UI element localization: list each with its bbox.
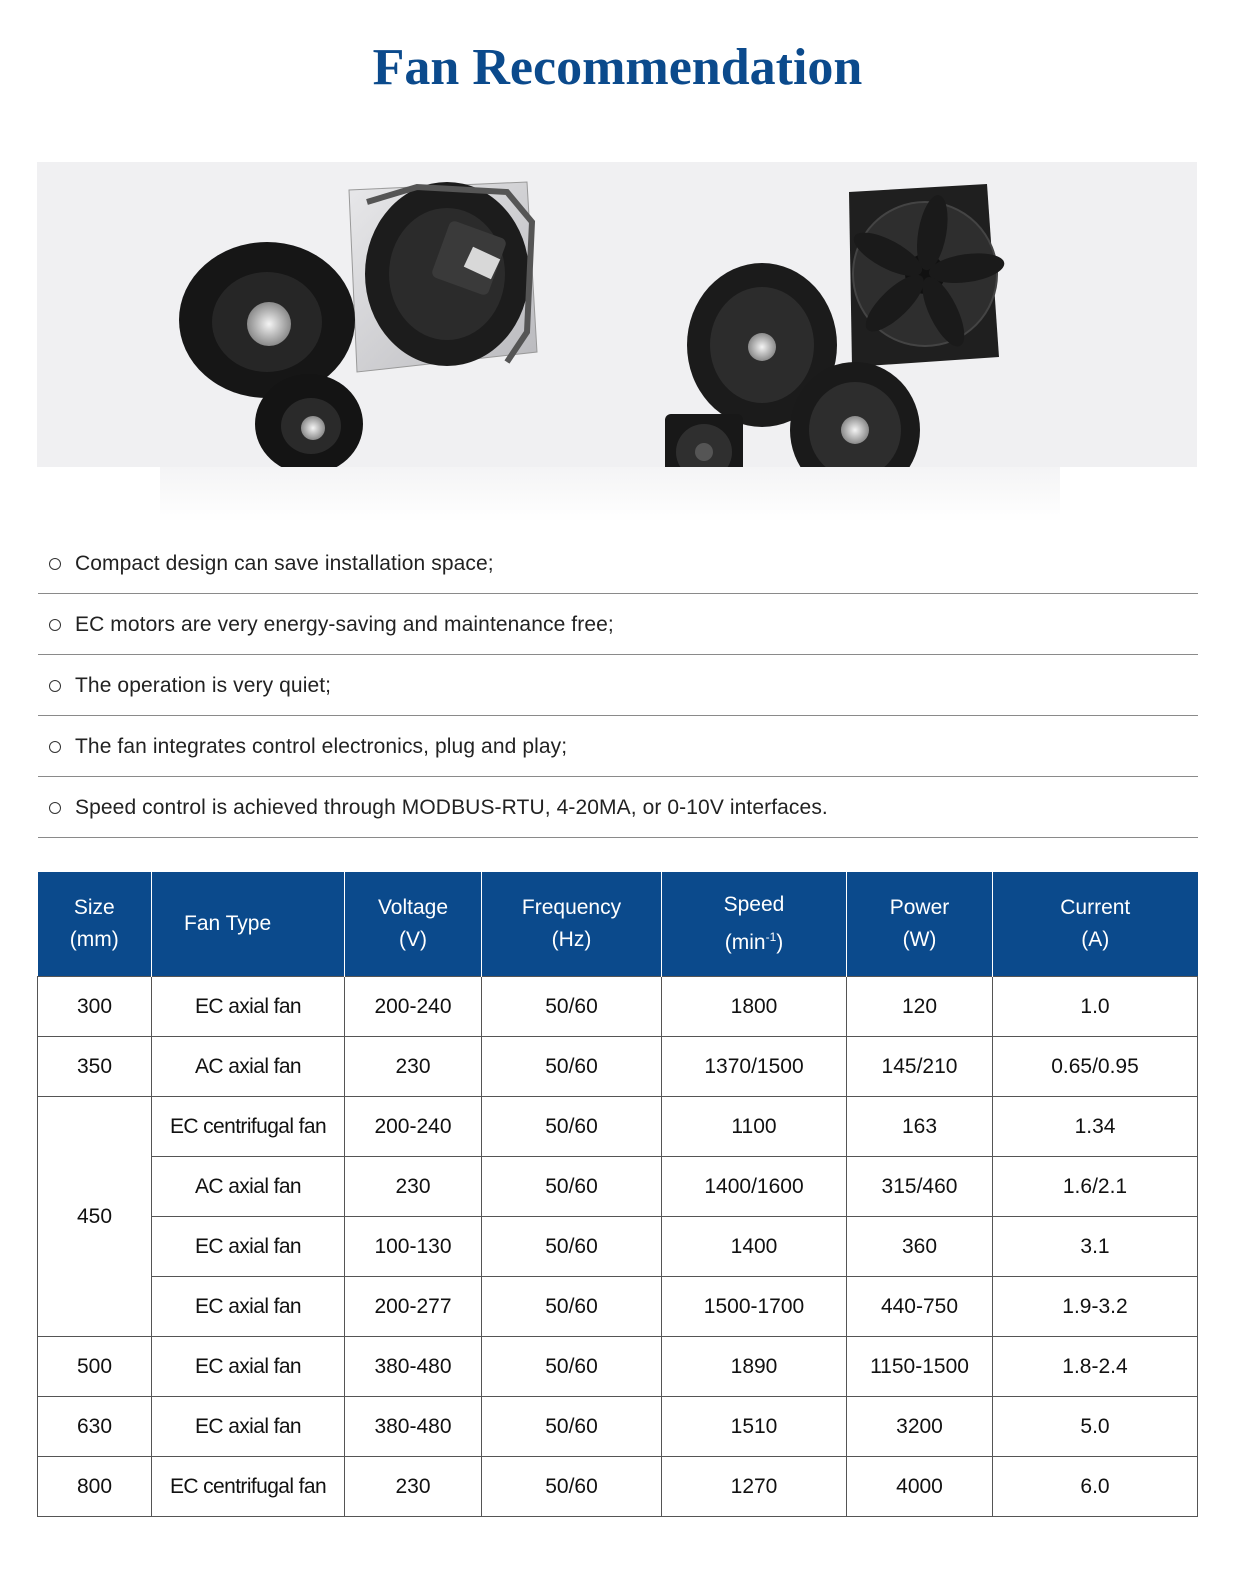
cell-power: 120 xyxy=(847,977,993,1037)
table-row xyxy=(38,1397,1198,1457)
cell-frequency: 50/60 xyxy=(482,1397,662,1457)
header-current: Current (A) xyxy=(993,872,1198,977)
cell-fan-type: EC centrifugal fan xyxy=(152,1097,345,1157)
cell-current: 5.0 xyxy=(993,1397,1198,1457)
table-row xyxy=(38,977,1198,1037)
cell-speed: 1100 xyxy=(662,1097,847,1157)
cell-frequency: 50/60 xyxy=(482,1217,662,1277)
cell-current: 3.1 xyxy=(993,1217,1198,1277)
cell-speed: 1800 xyxy=(662,977,847,1037)
cell-voltage: 380-480 xyxy=(345,1397,482,1457)
cell-speed: 1510 xyxy=(662,1397,847,1457)
feature-text: EC motors are very energy-saving and maintenance free; xyxy=(75,612,614,636)
cell-fan-type: EC axial fan xyxy=(152,977,345,1037)
cell-speed: 1890 xyxy=(662,1337,847,1397)
cell-voltage: 200-240 xyxy=(345,977,482,1037)
cell-current: 1.34 xyxy=(993,1097,1198,1157)
cell-power: 145/210 xyxy=(847,1037,993,1097)
header-size: Size (mm) xyxy=(38,872,152,977)
cell-fan-type: EC axial fan xyxy=(152,1277,345,1337)
cell-current: 0.65/0.95 xyxy=(993,1037,1198,1097)
cell-speed: 1270 xyxy=(662,1457,847,1517)
spec-table xyxy=(37,872,1198,1517)
fan-illustration xyxy=(37,162,1197,467)
cell-size: 350 xyxy=(38,1037,152,1097)
cell-power: 360 xyxy=(847,1217,993,1277)
cell-frequency: 50/60 xyxy=(482,977,662,1037)
header-power: Power (W) xyxy=(847,872,993,977)
cell-voltage: 380-480 xyxy=(345,1337,482,1397)
feature-text: The operation is very quiet; xyxy=(75,673,332,697)
feature-item xyxy=(38,717,1198,777)
photo-shadow xyxy=(160,467,1060,522)
cell-power: 315/460 xyxy=(847,1157,993,1217)
cell-frequency: 50/60 xyxy=(482,1277,662,1337)
cell-voltage: 230 xyxy=(345,1037,482,1097)
header-fan-type: Fan Type xyxy=(152,872,345,977)
table-row xyxy=(38,1157,1198,1217)
feature-text: Compact design can save installation space; xyxy=(75,551,494,575)
cell-fan-type: EC axial fan xyxy=(152,1397,345,1457)
cell-size: 800 xyxy=(38,1457,152,1517)
feature-text: Speed control is achieved through MODBUS-RTU, 4-20MA, or 0-10V interfaces. xyxy=(75,795,828,819)
cell-power: 3200 xyxy=(847,1397,993,1457)
header-frequency: Frequency (Hz) xyxy=(482,872,662,977)
table-row xyxy=(38,1337,1198,1397)
cell-current: 1.6/2.1 xyxy=(993,1157,1198,1217)
cell-power: 1150-1500 xyxy=(847,1337,993,1397)
table-row xyxy=(38,1457,1198,1517)
feature-item xyxy=(38,595,1198,655)
cell-size: 450 xyxy=(38,1097,152,1337)
feature-list xyxy=(38,534,1198,839)
header-speed: Speed $(\min^{-1})$ xyxy=(662,872,847,977)
table-row xyxy=(38,1217,1198,1277)
cell-current: 1.9-3.2 xyxy=(993,1277,1198,1337)
cell-fan-type: AC axial fan xyxy=(152,1037,345,1097)
table-row xyxy=(38,1037,1198,1097)
feature-item xyxy=(38,534,1198,594)
cell-size: 500 xyxy=(38,1337,152,1397)
cell-voltage: 230 xyxy=(345,1157,482,1217)
cell-speed: 1400/1600 xyxy=(662,1157,847,1217)
product-photo xyxy=(37,162,1197,467)
cell-frequency: 50/60 xyxy=(482,1037,662,1097)
cell-frequency: 50/60 xyxy=(482,1337,662,1397)
cell-frequency: 50/60 xyxy=(482,1157,662,1217)
header-voltage: Voltage (V) xyxy=(345,872,482,977)
cell-speed: 1400 xyxy=(662,1217,847,1277)
table-header-row xyxy=(38,872,1198,977)
bullet-circle-icon xyxy=(49,558,61,570)
bullet-circle-icon xyxy=(49,680,61,692)
feature-item xyxy=(38,778,1198,838)
table-row xyxy=(38,1097,1198,1157)
bullet-circle-icon xyxy=(49,741,61,753)
cell-size: 300 xyxy=(38,977,152,1037)
cell-voltage: 100-130 xyxy=(345,1217,482,1277)
cell-fan-type: EC centrifugal fan xyxy=(152,1457,345,1517)
page-title: Fan Recommendation xyxy=(372,39,863,96)
cell-size: 630 xyxy=(38,1397,152,1457)
cell-speed: 1370/1500 xyxy=(662,1037,847,1097)
cell-voltage: 230 xyxy=(345,1457,482,1517)
cell-current: 1.8-2.4 xyxy=(993,1337,1198,1397)
table-row xyxy=(38,1277,1198,1337)
cell-power: 163 xyxy=(847,1097,993,1157)
cell-current: 6.0 xyxy=(993,1457,1198,1517)
cell-fan-type: EC axial fan xyxy=(152,1337,345,1397)
cell-fan-type: EC axial fan xyxy=(152,1217,345,1277)
cell-frequency: 50/60 xyxy=(482,1097,662,1157)
feature-text: The fan integrates control electronics, plug and play; xyxy=(75,734,568,758)
cell-fan-type: AC axial fan xyxy=(152,1157,345,1217)
cell-power: 4000 xyxy=(847,1457,993,1517)
bullet-circle-icon xyxy=(49,619,61,631)
cell-frequency: 50/60 xyxy=(482,1457,662,1517)
cell-current: 1.0 xyxy=(993,977,1198,1037)
cell-voltage: 200-240 xyxy=(345,1097,482,1157)
feature-item xyxy=(38,656,1198,716)
bullet-circle-icon xyxy=(49,802,61,814)
cell-voltage: 200-277 xyxy=(345,1277,482,1337)
cell-power: 440-750 xyxy=(847,1277,993,1337)
cell-speed: 1500-1700 xyxy=(662,1277,847,1337)
